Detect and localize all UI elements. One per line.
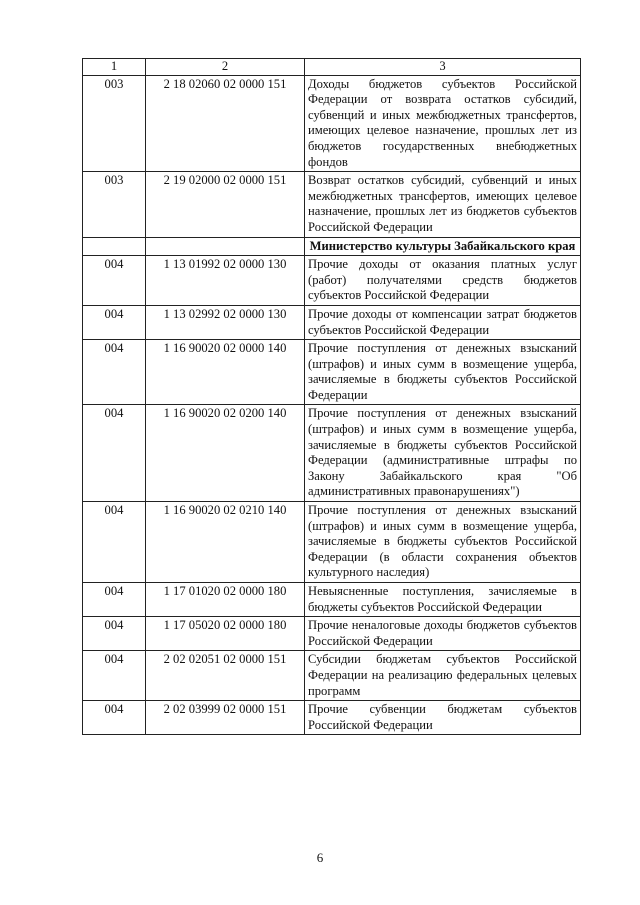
- income-description-cell: Прочие поступления от денежных взысканий (штрафов) и иных сумм в возмещение ущерба, зачисляемые в бюджеты субъектов Российской Федерации: [305, 340, 581, 405]
- table-header: [83, 59, 581, 76]
- income-description-cell: Невыясненные поступления, зачисляемые в бюджеты субъектов Российской Федерации: [305, 583, 581, 617]
- table-row: [83, 583, 581, 617]
- table-row: [83, 256, 581, 306]
- column-header-2: 2: [146, 59, 305, 76]
- income-description-cell: Прочие доходы от компенсации затрат бюджетов субъектов Российской Федерации: [305, 305, 581, 339]
- admin-code-cell: 004: [83, 651, 146, 701]
- section-header-row: [83, 237, 581, 256]
- budget-classification-code-cell: 2 19 02000 02 0000 151: [146, 172, 305, 237]
- income-description-cell: Возврат остатков субсидий, субвенций и иных межбюджетных трансфертов, имеющих целевое назначение, прошлых лет из бюджетов субъектов Российской Федерации: [305, 172, 581, 237]
- admin-code-cell: 004: [83, 701, 146, 735]
- table-row: [83, 502, 581, 583]
- admin-code-cell: 003: [83, 172, 146, 237]
- section-title-cell: Министерство культуры Забайкальского края: [305, 237, 581, 256]
- table-row: [83, 651, 581, 701]
- admin-code-cell: 004: [83, 256, 146, 306]
- header-row: [83, 59, 581, 76]
- budget-classification-code-cell: 1 17 05020 02 0000 180: [146, 617, 305, 651]
- table-row: [83, 701, 581, 735]
- admin-code-cell: 003: [83, 75, 146, 172]
- admin-code-cell: 004: [83, 305, 146, 339]
- budget-classification-code-cell: 1 16 90020 02 0000 140: [146, 340, 305, 405]
- admin-code-cell: 004: [83, 617, 146, 651]
- table-row: [83, 340, 581, 405]
- admin-code-cell: [83, 237, 146, 256]
- income-description-cell: Субсидии бюджетам субъектов Российской Федерации на реализацию федеральных целевых программ: [305, 651, 581, 701]
- admin-code-cell: 004: [83, 583, 146, 617]
- budget-classification-code-cell: 1 17 01020 02 0000 180: [146, 583, 305, 617]
- table-row: [83, 172, 581, 237]
- budget-codes-table: [82, 58, 581, 735]
- budget-classification-code-cell: 1 16 90020 02 0200 140: [146, 405, 305, 502]
- income-description-cell: Прочие поступления от денежных взысканий (штрафов) и иных сумм в возмещение ущерба, зачисляемые в бюджеты субъектов Российской Федерации (административные штрафы по Закону Забайкальского края "Об административных правонарушениях"): [305, 405, 581, 502]
- budget-classification-code-cell: 1 13 02992 02 0000 130: [146, 305, 305, 339]
- income-description-cell: Прочие доходы от оказания платных услуг (работ) получателями средств бюджетов субъектов Российской Федерации: [305, 256, 581, 306]
- column-header-3: 3: [305, 59, 581, 76]
- table-row: [83, 75, 581, 172]
- table-row: [83, 617, 581, 651]
- budget-classification-code-cell: 2 02 02051 02 0000 151: [146, 651, 305, 701]
- budget-classification-code-cell: 1 16 90020 02 0210 140: [146, 502, 305, 583]
- table-row: [83, 305, 581, 339]
- income-description-cell: Доходы бюджетов субъектов Российской Федерации от возврата остатков субсидий, субвенций и иных межбюджетных трансфертов, имеющих целевое назначение, прошлых лет из бюджетов государственных внебюджетных фондов: [305, 75, 581, 172]
- budget-classification-code-cell: 1 13 01992 02 0000 130: [146, 256, 305, 306]
- table-body: [83, 75, 581, 735]
- income-description-cell: Прочие субвенции бюджетам субъектов Российской Федерации: [305, 701, 581, 735]
- admin-code-cell: 004: [83, 502, 146, 583]
- admin-code-cell: 004: [83, 340, 146, 405]
- income-description-cell: Прочие неналоговые доходы бюджетов субъектов Российской Федерации: [305, 617, 581, 651]
- income-description-cell: Прочие поступления от денежных взысканий (штрафов) и иных сумм в возмещение ущерба, зачисляемые в бюджеты субъектов Российской Федерации (в области сохранения объектов культурного наследия): [305, 502, 581, 583]
- admin-code-cell: 004: [83, 405, 146, 502]
- page-number: 6: [316, 850, 324, 865]
- column-header-1: 1: [83, 59, 146, 76]
- table-row: [83, 405, 581, 502]
- budget-classification-code-cell: 2 02 03999 02 0000 151: [146, 701, 305, 735]
- budget-classification-code-cell: 2 18 02060 02 0000 151: [146, 75, 305, 172]
- budget-classification-code-cell: [146, 237, 305, 256]
